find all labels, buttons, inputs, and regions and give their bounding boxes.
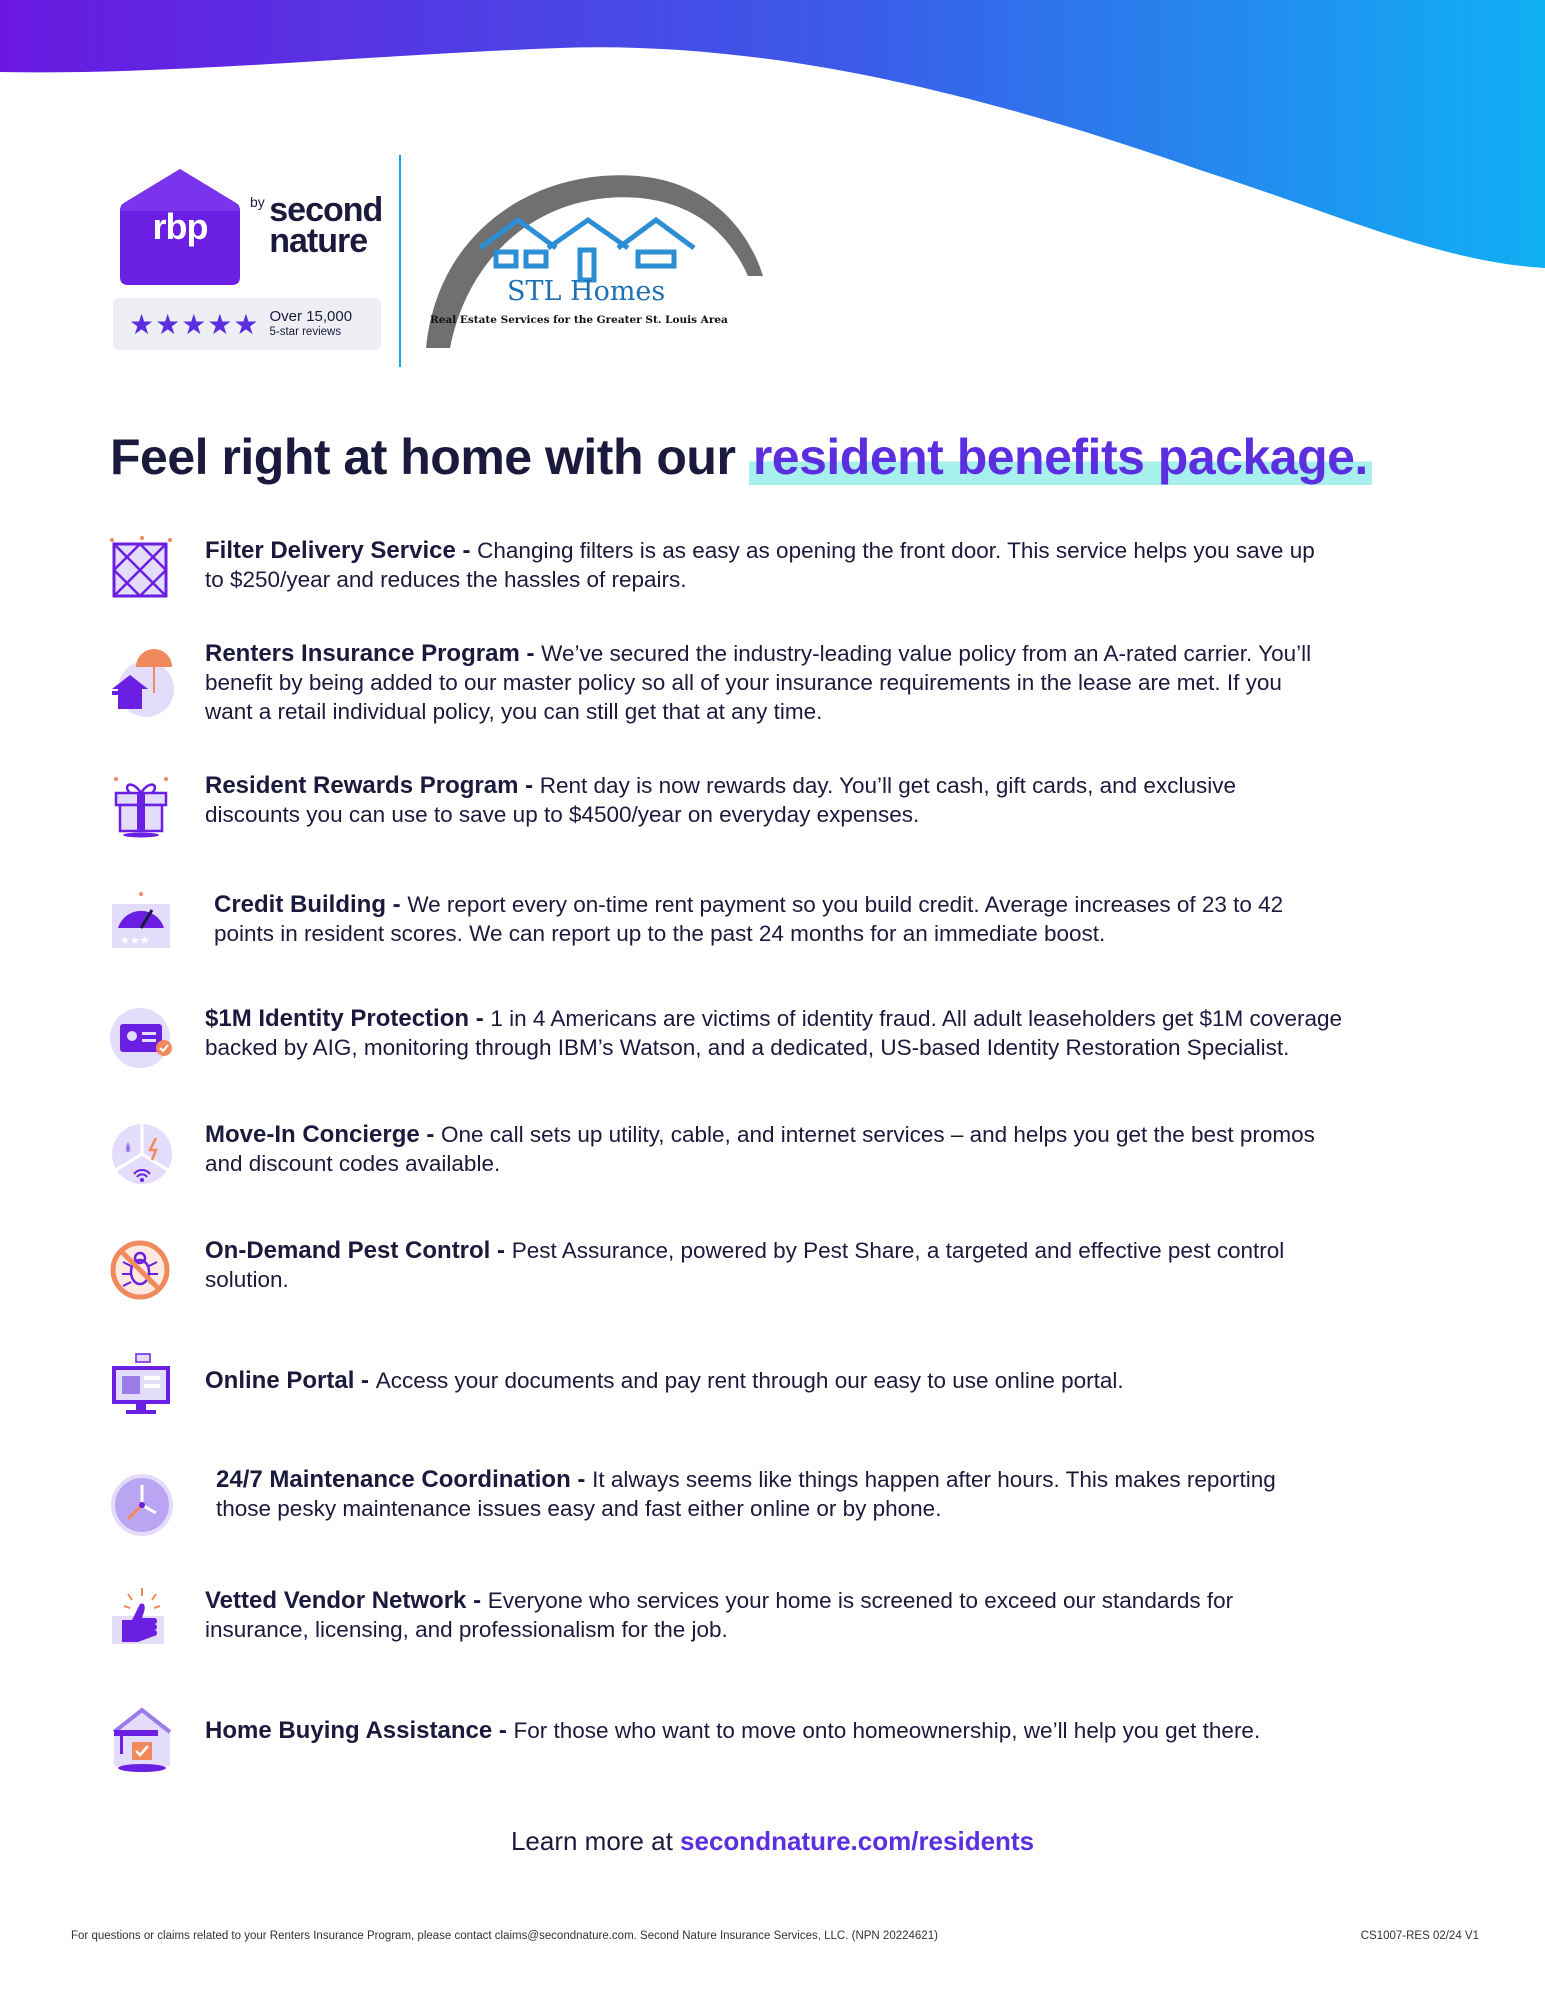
learn-more-link[interactable]: secondnature.com/residents <box>680 1826 1035 1856</box>
footer-document-code: CS1007-RES 02/24 V1 <box>1360 1930 1479 1942</box>
benefit-name: Credit Building <box>214 891 386 918</box>
benefit-desc: 1 in 4 Americans are victims of identity fraud. All adult leaseholders get $1M coverage <box>490 1006 1343 1031</box>
benefit-desc: It always seems like things happen after hours. This makes reporting <box>592 1467 1276 1492</box>
credit-gauge-icon <box>108 890 176 958</box>
id-card-icon <box>108 1004 176 1072</box>
umbrella-house-icon <box>108 649 176 717</box>
benefit-desc: For those who want to move onto homeownership, we’ll help you get there. <box>513 1718 1261 1743</box>
gift-icon <box>108 771 176 839</box>
benefit-desc: We’ve secured the industry-leading value policy from an A-rated carrier. You’ll <box>541 641 1312 666</box>
benefit-desc: insurance, licensing, and professionalism for the job. <box>205 1617 728 1642</box>
benefit-desc: Everyone who services your home is screened to exceed our standards for <box>487 1588 1234 1613</box>
benefit-desc: those pesky maintenance issues easy and fast either online or by phone. <box>216 1496 942 1521</box>
benefit-name: Renters Insurance Program <box>205 640 520 667</box>
benefit-separator: - <box>354 1367 376 1394</box>
benefit-name: Resident Rewards Program <box>205 772 519 799</box>
benefit-desc: solution. <box>205 1267 289 1292</box>
rbp-logo <box>118 165 242 289</box>
benefit-desc: One call sets up utility, cable, and internet services – and helps you get the best promos <box>441 1122 1315 1147</box>
benefit-desc: Rent day is now rewards day. You’ll get cash, gift cards, and exclusive <box>539 773 1236 798</box>
by-label: by <box>250 194 265 210</box>
benefit-separator: - <box>570 1466 593 1493</box>
benefit-line <box>205 536 1315 565</box>
stl-homes-subtitle: Real Estate Services for the Greater St. Louis Area <box>430 314 728 326</box>
logo-divider <box>399 155 401 367</box>
stl-homes-title: STL Homes <box>507 276 666 307</box>
benefit-line <box>205 1236 1284 1265</box>
second-nature-wordmark: second nature <box>269 191 383 260</box>
benefit-separator: - <box>455 537 478 564</box>
thumbs-up-icon <box>108 1586 176 1654</box>
benefit-line <box>214 890 1283 919</box>
benefit-line <box>216 1465 1276 1494</box>
second-nature-logo <box>250 191 383 260</box>
benefit-line <box>205 1586 1233 1615</box>
no-bug-icon <box>108 1236 176 1304</box>
benefit-name: Online Portal <box>205 1367 355 1394</box>
filter-icon <box>108 536 176 604</box>
benefit-line <box>205 639 1311 668</box>
benefit-separator: - <box>466 1587 488 1614</box>
benefit-separator: - <box>492 1717 514 1744</box>
benefit-desc: Access your documents and pay rent through our easy to use online portal. <box>375 1368 1124 1393</box>
headline-highlight: resident benefits package. <box>749 429 1372 485</box>
benefit-separator: - <box>419 1121 442 1148</box>
benefit-line <box>205 1004 1342 1033</box>
benefit-desc: backed by AIG, monitoring through IBM’s Watson, and a dedicated, US-based Identity Restoration Specialist. <box>205 1035 1290 1060</box>
benefit-line <box>205 1716 1260 1745</box>
reviews-label: 5-star reviews <box>269 325 342 338</box>
benefit-name: $1M Identity Protection <box>205 1005 470 1032</box>
reviews-badge <box>113 298 381 350</box>
benefit-desc: Changing filters is as easy as opening the front door. This service helps you save up <box>477 538 1315 563</box>
benefit-desc: Pest Assurance, powered by Pest Share, a targeted and effective pest control <box>511 1238 1285 1263</box>
benefit-desc: want a retail individual policy, you can still get that at any time. <box>205 699 823 724</box>
monitor-icon <box>108 1352 176 1420</box>
benefit-desc: benefit by being added to our master policy so all of your insurance requirements in the lease are met. If you <box>205 670 1282 695</box>
headline-lead: Feel right at home with our <box>110 429 749 485</box>
benefit-separator: - <box>519 640 542 667</box>
stl-homes-logo <box>418 158 778 358</box>
benefit-name: Vetted Vendor Network <box>205 1587 467 1614</box>
reviews-count: Over 15,000 <box>269 308 353 326</box>
utilities-icon <box>108 1120 176 1188</box>
page-headline <box>110 428 1372 486</box>
svg-text:★★★: ★★★ <box>120 934 150 947</box>
five-star-icon: ★★★★★ <box>129 308 260 340</box>
rbp-logo-text: rbp <box>152 206 208 247</box>
benefit-desc: discounts you can use to save up to $4500/year on everyday expenses. <box>205 802 920 827</box>
benefit-line <box>205 1120 1315 1149</box>
benefit-name: On-Demand Pest Control <box>205 1237 491 1264</box>
benefit-name: 24/7 Maintenance Coordination <box>216 1466 571 1493</box>
home-purchase-icon <box>108 1706 176 1774</box>
benefit-desc: points in resident scores. We can report up to the past 24 months for an immediate boost. <box>214 921 1106 946</box>
benefit-separator: - <box>490 1237 512 1264</box>
benefit-name: Home Buying Assistance <box>205 1717 493 1744</box>
clock-icon <box>108 1471 176 1539</box>
benefit-name: Filter Delivery Service <box>205 537 456 564</box>
benefit-line <box>205 1366 1124 1395</box>
benefit-desc: We report every on-time rent payment so you build credit. Average increases of 23 to 42 <box>407 892 1284 917</box>
benefit-desc: to $250/year and reduces the hassles of repairs. <box>205 567 687 592</box>
learn-more-lead: Learn more at <box>510 1826 681 1856</box>
benefit-separator: - <box>385 891 408 918</box>
footer-disclaimer: For questions or claims related to your Renters Insurance Program, please contact claims@secondnature.com. Second Nature Insurance Services, LLC. (NPN 20224621) <box>71 1930 938 1942</box>
benefit-separator: - <box>518 772 540 799</box>
benefit-name: Move-In Concierge <box>205 1121 420 1148</box>
benefit-line <box>205 771 1236 800</box>
learn-more-line <box>0 1826 1545 1857</box>
benefit-separator: - <box>469 1005 491 1032</box>
benefit-desc: and discount codes available. <box>205 1151 501 1176</box>
